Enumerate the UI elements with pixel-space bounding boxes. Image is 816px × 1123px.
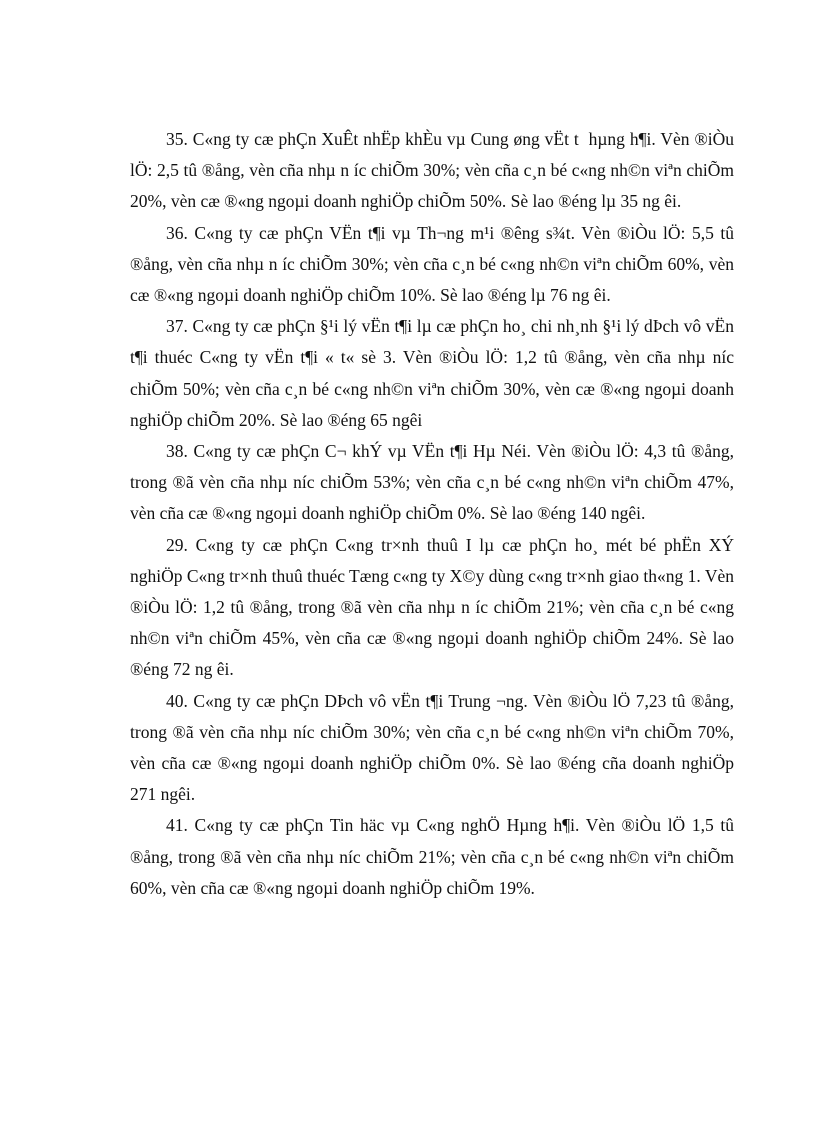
document-page <box>130 124 734 904</box>
paragraph-company-38: 38. C«ng ty cæ phÇn C¬ khÝ vµ VËn t¶i Hµ Néi. Vèn ®iÒu lÖ: 4,3 tû ®ång, trong ®ã vèn cña nhµ níc chiÕm 53%; vèn cña c¸n bé c«ng nh©n viªn chiÕm 47%, vèn cña cæ ®«ng ngoµi doanh nghiÖp chiÕm 0%. Sè lao ®éng 140 ngêi. <box>130 441 734 524</box>
paragraph-company-35: 35. C«ng ty cæ phÇn XuÊt nhËp khÈu vµ Cung øng vËt t hµng h¶i. Vèn ®iÒu lÖ: 2,5 tû ®ång, vèn cña nhµ n íc chiÕm 30%; vèn cña c¸n bé c«ng nh©n viªn chiÕm 20%, vèn cæ ®«ng ngoµi doanh nghiÖp chiÕm 50%. Sè lao ®éng lµ 35 ng êi. <box>130 129 734 212</box>
paragraph-company-40: 40. C«ng ty cæ phÇn DÞch vô vËn t¶i Trung ¬ng. Vèn ®iÒu lÖ 7,23 tû ®ång, trong ®ã vèn cña nhµ níc chiÕm 30%; vèn cña c¸n bé c«ng nh©n viªn chiÕm 70%, vèn cña cæ ®«ng ngoµi doanh nghiÖp chiÕm 0%. Sè lao ®éng cña doanh nghiÖp 271 ngêi. <box>130 690 734 805</box>
paragraph-company-37: 37. C«ng ty cæ phÇn §¹i lý vËn t¶i lµ cæ phÇn ho¸ chi nh¸nh §¹i lý dÞch vô vËn t¶i thuéc C«ng ty vËn t¶i « t« sè 3. Vèn ®iÒu lÖ: 1,2 tû ®ång, vèn cña nhµ níc chiÕm 50%; vèn cña c¸n bé c«ng nh©n viªn chiÕm 30%, vèn cæ ®«ng ngoµi doanh nghiÖp chiÕm 20%. Sè lao ®éng 65 ngêi <box>130 316 734 430</box>
paragraph-company-36: 36. C«ng ty cæ phÇn VËn t¶i vµ Th¬ng m¹i ®êng s¾t. Vèn ®iÒu lÖ: 5,5 tû ®ång, vèn cña nhµ n íc chiÕm 30%; vèn cña c¸n bé c«ng nh©n viªn chiÕm 60%, vèn cæ ®«ng ngoµi doanh nghiÖp chiÕm 10%. Sè lao ®éng lµ 76 ng êi. <box>130 222 734 306</box>
paragraph-company-29: 29. C«ng ty cæ phÇn C«ng tr×nh thuû I lµ cæ phÇn ho¸ mét bé phËn XÝ nghiÖp C«ng tr×nh thuû thuéc Tæng c«ng ty X©y dùng c«ng tr×nh giao th«ng 1. Vèn ®iÒu lÖ: 1,2 tû ®ång, trong ®ã vèn cña nhµ n íc chiÕm 21%; vèn cña c¸n bé c«ng nh©n viªn chiÕm 45%, vèn cña cæ ®«ng ngoµi doanh nghiÖp chiÕm 24%. Sè lao ®éng 72 ng êi. <box>130 534 735 680</box>
paragraph-company-41: 41. C«ng ty cæ phÇn Tin häc vµ C«ng nghÖ Hµng h¶i. Vèn ®iÒu lÖ 1,5 tû ®ång, trong ®ã vèn cña nhµ níc chiÕm 21%; vèn cña c¸n bé c«ng nh©n viªn chiÕm 60%, vèn cña cæ ®«ng ngoµi doanh nghiÖp chiÕm 19%. <box>130 815 734 898</box>
